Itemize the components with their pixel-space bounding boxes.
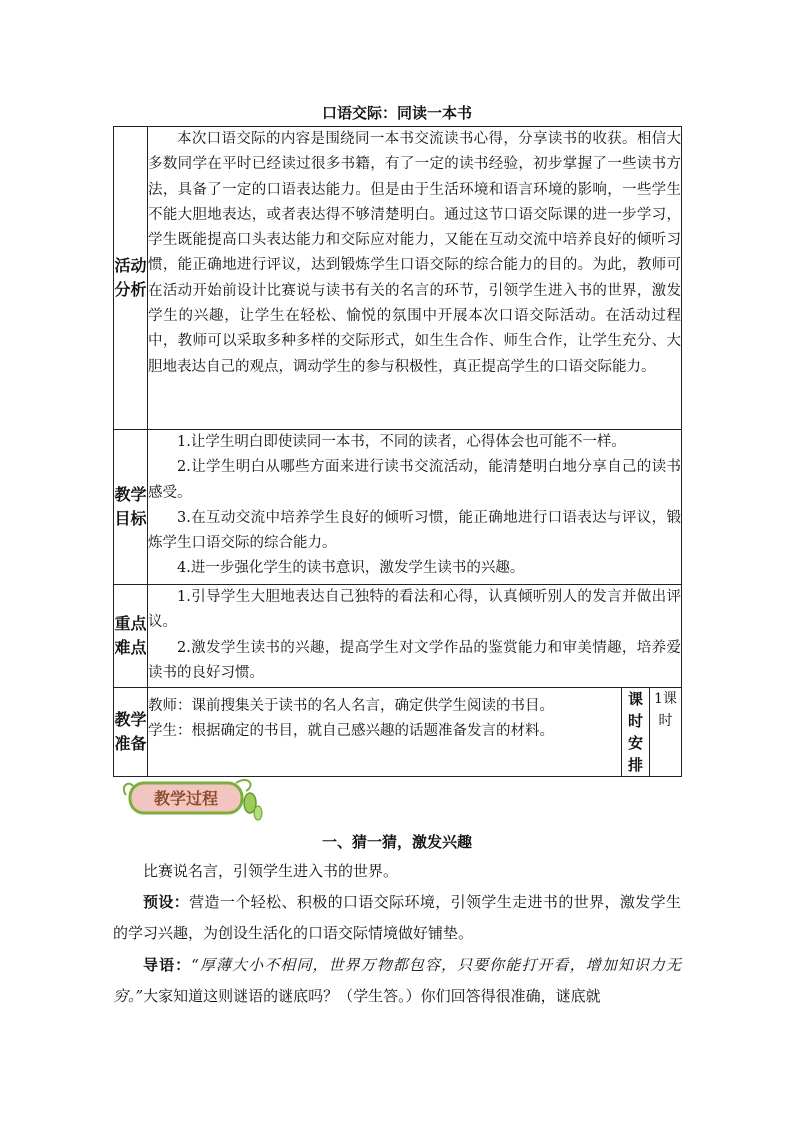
row-key-points [114,585,682,688]
badge-label: 教学过程 [153,789,219,808]
section-intro: 比赛说名言，引领学生进入书的世界。 [143,862,399,880]
row-label-key-points: 重点难点 [114,585,148,688]
lead-text: 大家知道这则谜语的谜底吗？（学生答。）你们回答得很准确，谜底就 [143,987,601,1005]
preparation-item: 教师：课前搜集关于读书的名人名言，确定供学生阅读的书目。 [148,698,554,714]
document-title: 口语交际：同读一本书 [321,104,472,122]
row-label-analysis: 活动分析 [114,127,148,430]
key-point-item: 2.激发学生读书的兴趣，提高学生对文学作品的鉴赏能力和审美情趣，培养爱读书的良好习惯。 [148,639,681,681]
row-goals [114,430,682,585]
leaf-small-icon [254,806,262,820]
preset-label: 预设： [143,893,190,911]
row-label-preparation: 教学准备 [114,688,148,777]
row-content-goals [148,430,682,585]
goal-item: 3.在互动交流中培养学生良好的倾听习惯，能正确地进行口语表达与评议，锻炼学生口语交际的综合能力。 [148,509,681,552]
key-point-item: 1.引导学生大胆地表达自己独特的看法和心得，认真倾听别人的发言并做出评议。 [148,589,681,631]
badge-graphic [118,773,264,823]
goal-item: 1.让学生明白即使读同一本书，不同的读者，心得体会也可能不一样。 [177,434,626,450]
row-content-key-points [148,585,682,688]
row-content-analysis [148,127,682,430]
preparation-item: 学生：根据确定的书目，就自己感兴趣的话题准备发言的材料。 [148,723,554,740]
goal-item: 4.进一步强化学生的读书意识，激发学生读书的兴趣。 [177,560,525,577]
lead-quote: “厚薄大小不相同，世界万物都包容，只要你能打开看，增加知识力无穷。” [113,956,681,1005]
teaching-process-badge [118,773,264,823]
analysis-text: 本次口语交际的内容是围绕同一本书交流读书心得，分享读书的收获。相信大多数同学在平时已经读过很多书籍，有了一定的读书经验，初步掌握了一些读书方法，具备了一定的口语表达能力。但是由于生活环境和语言环境的影响，一些学生不能大胆地表达，或者表达得不够清楚明白。通过这节口语交际课的进一步学习，学生既能提高口头表达能力和交际应对能力，又能在互动交流中培养良好的倾听习惯，能正确地进行评议，达到锻炼学生口语交际的综合能力的目的。为此，教师可在活动开始前设计比赛说与读书有关的名言的环节，引领学生进入书的世界，激发学生的兴趣，让学生在轻松、愉悦的氛围中开展本次口语交际活动。在活动过程中，教师可以采取多种多样的交际形式，如生生合作、师生合作，让学生充分、大胆地表达自己的观点，调动学生的参与积极性，真正提高学生的口语交际能力。 [148,131,681,375]
row-label-goals: 教学目标 [114,430,148,585]
lead-label: 导语： [143,956,192,974]
row-analysis [114,127,682,430]
preset-paragraph [113,887,681,949]
preset-text: 营造一个轻松、积极的口语交际环境，引领学生走进书的世界，激发学生的学习兴趣，为创设生活化的口语交际情境做好铺垫。 [113,893,681,942]
row-preparation [114,688,682,777]
lesson-plan-table [113,126,682,777]
goal-item: 2.让学生明白从哪些方面来进行读书交流活动，能清楚明白地分享自己的读书感受。 [148,459,681,501]
lead-paragraph [113,950,681,1012]
section-heading: 一、猜一猜，激发兴趣 [321,833,472,851]
row-content-preparation [148,688,622,777]
schedule-value: 1课时 [650,688,682,777]
schedule-label: 课时安排 [622,688,650,777]
